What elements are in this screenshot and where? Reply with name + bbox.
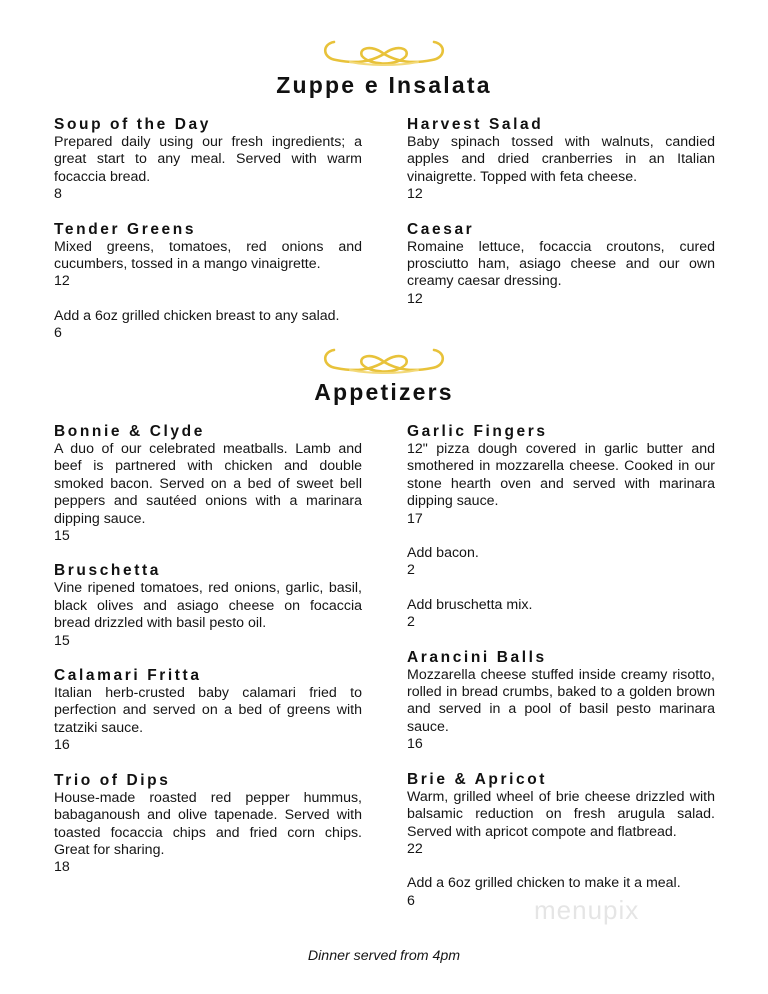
menu-item-trio-of-dips (54, 772, 362, 877)
item-description: Romaine lettuce, focaccia croutons, cured prosciutto ham, asiago cheese and our own creamy caesar dressing. (407, 238, 715, 290)
item-price: 18 (54, 859, 70, 876)
item-name: Trio of Dips (54, 771, 171, 789)
item-name: Garlic Fingers (407, 423, 548, 440)
item-price: 15 (54, 632, 70, 649)
item-price: 16 (407, 736, 423, 753)
item-name: Harvest Salad (407, 116, 544, 133)
item-description: Mozzarella cheese stuffed inside creamy risotto, rolled in bread crumbs, baked to a golden brown and served in a pool of basil pesto marinara sauce. (407, 666, 715, 735)
addon-price: 6 (407, 892, 415, 909)
menu-item-soup-of-the-day (54, 116, 362, 204)
addon-description: Add a 6oz grilled chicken to make it a meal. (407, 875, 681, 892)
addon-description: Add bacon. (407, 545, 479, 562)
item-description: Italian herb-crusted baby calamari fried to perfection and served on a bed of greens with tzatziki sauce. (54, 685, 362, 736)
item-description: Warm, grilled wheel of brie cheese drizzled with balsamic reduction on fresh arugula salad. Served with apricot compote and flatbread. (407, 788, 715, 840)
item-description: House-made roasted red pepper hummus, babaganoush and olive tapenade. Served with toasted focaccia chips and fried corn chips. Great for sharing. (54, 789, 362, 858)
addon-price: 2 (407, 614, 415, 631)
item-name: Bruschetta (54, 562, 161, 580)
menu-item-arancini-balls (407, 649, 715, 754)
zuppe-left-column (54, 116, 362, 360)
appetizers-left-column (54, 423, 362, 894)
item-price: 12 (407, 290, 423, 307)
zuppe-right-column (407, 116, 715, 325)
item-price: 8 (54, 186, 62, 203)
menu-item-harvest-salad (407, 116, 715, 204)
menu-item-brie-and-apricot (407, 771, 715, 859)
appetizers-right-column (407, 423, 715, 927)
item-price: 15 (54, 528, 70, 545)
addon-description: Add bruschetta mix. (407, 596, 533, 613)
menu-item-bruschetta (54, 562, 362, 650)
menu-item-garlic-fingers (407, 423, 715, 528)
item-name: Arancini Balls (407, 648, 547, 666)
item-description: Prepared daily using our fresh ingredients; a great start to any meal. Served with warm focaccia bread. (54, 134, 362, 185)
item-description: Mixed greens, tomatoes, red onions and cucumbers, tossed in a mango vinaigrette. (54, 238, 362, 273)
menu-item-caesar (407, 221, 715, 309)
item-name: Calamari Fritta (54, 667, 202, 685)
menu-addon-chicken-breast (54, 308, 362, 343)
item-description: Baby spinach tossed with walnuts, candied apples and dried cranberries in an Italian vinaigrette. Topped with feta cheese. (407, 134, 715, 185)
item-price: 17 (407, 510, 423, 527)
menu-item-tender-greens (54, 221, 362, 291)
item-description: A duo of our celebrated meatballs. Lamb and beef is partnered with chicken and double smoked bacon. Served on a bed of sweet bell peppers and sautéed onions with a marinara dipping sauce. (54, 441, 362, 527)
item-price: 22 (407, 840, 423, 857)
section-title-zuppe: Zuppe e Insalata (276, 72, 492, 98)
menu-addon-bacon (407, 545, 715, 580)
item-description: 12" pizza dough covered in garlic butter and smothered in mozzarella cheese. Cooked in our stone hearth oven and served with marinara dipping sauce. (407, 441, 715, 510)
item-name: Brie & Apricot (407, 770, 548, 788)
addon-description: Add a 6oz grilled chicken breast to any salad. (54, 307, 340, 324)
menu-addon-bruschetta-mix (407, 597, 715, 632)
item-name: Tender Greens (54, 220, 197, 238)
watermark: menupix (534, 895, 640, 925)
footer-note: Dinner served from 4pm (307, 948, 461, 964)
item-price: 16 (54, 737, 70, 754)
menu-item-calamari-fritta (54, 667, 362, 755)
gold-swirl-ornament-icon (320, 346, 448, 376)
item-description: Vine ripened tomatoes, red onions, garlic, basil, black olives and asiago cheese on focaccia bread drizzled with basil pesto oil. (54, 580, 362, 632)
item-price: 12 (407, 186, 423, 203)
addon-price: 6 (54, 325, 62, 342)
item-name: Soup of the Day (54, 116, 211, 133)
menu-item-bonnie-and-clyde (54, 423, 362, 545)
item-name: Caesar (407, 220, 475, 238)
item-price: 12 (54, 273, 70, 290)
addon-price: 2 (407, 562, 415, 579)
item-name: Bonnie & Clyde (54, 423, 205, 440)
gold-swirl-ornament-icon (320, 38, 448, 68)
section-title-appetizers: Appetizers (314, 379, 454, 405)
